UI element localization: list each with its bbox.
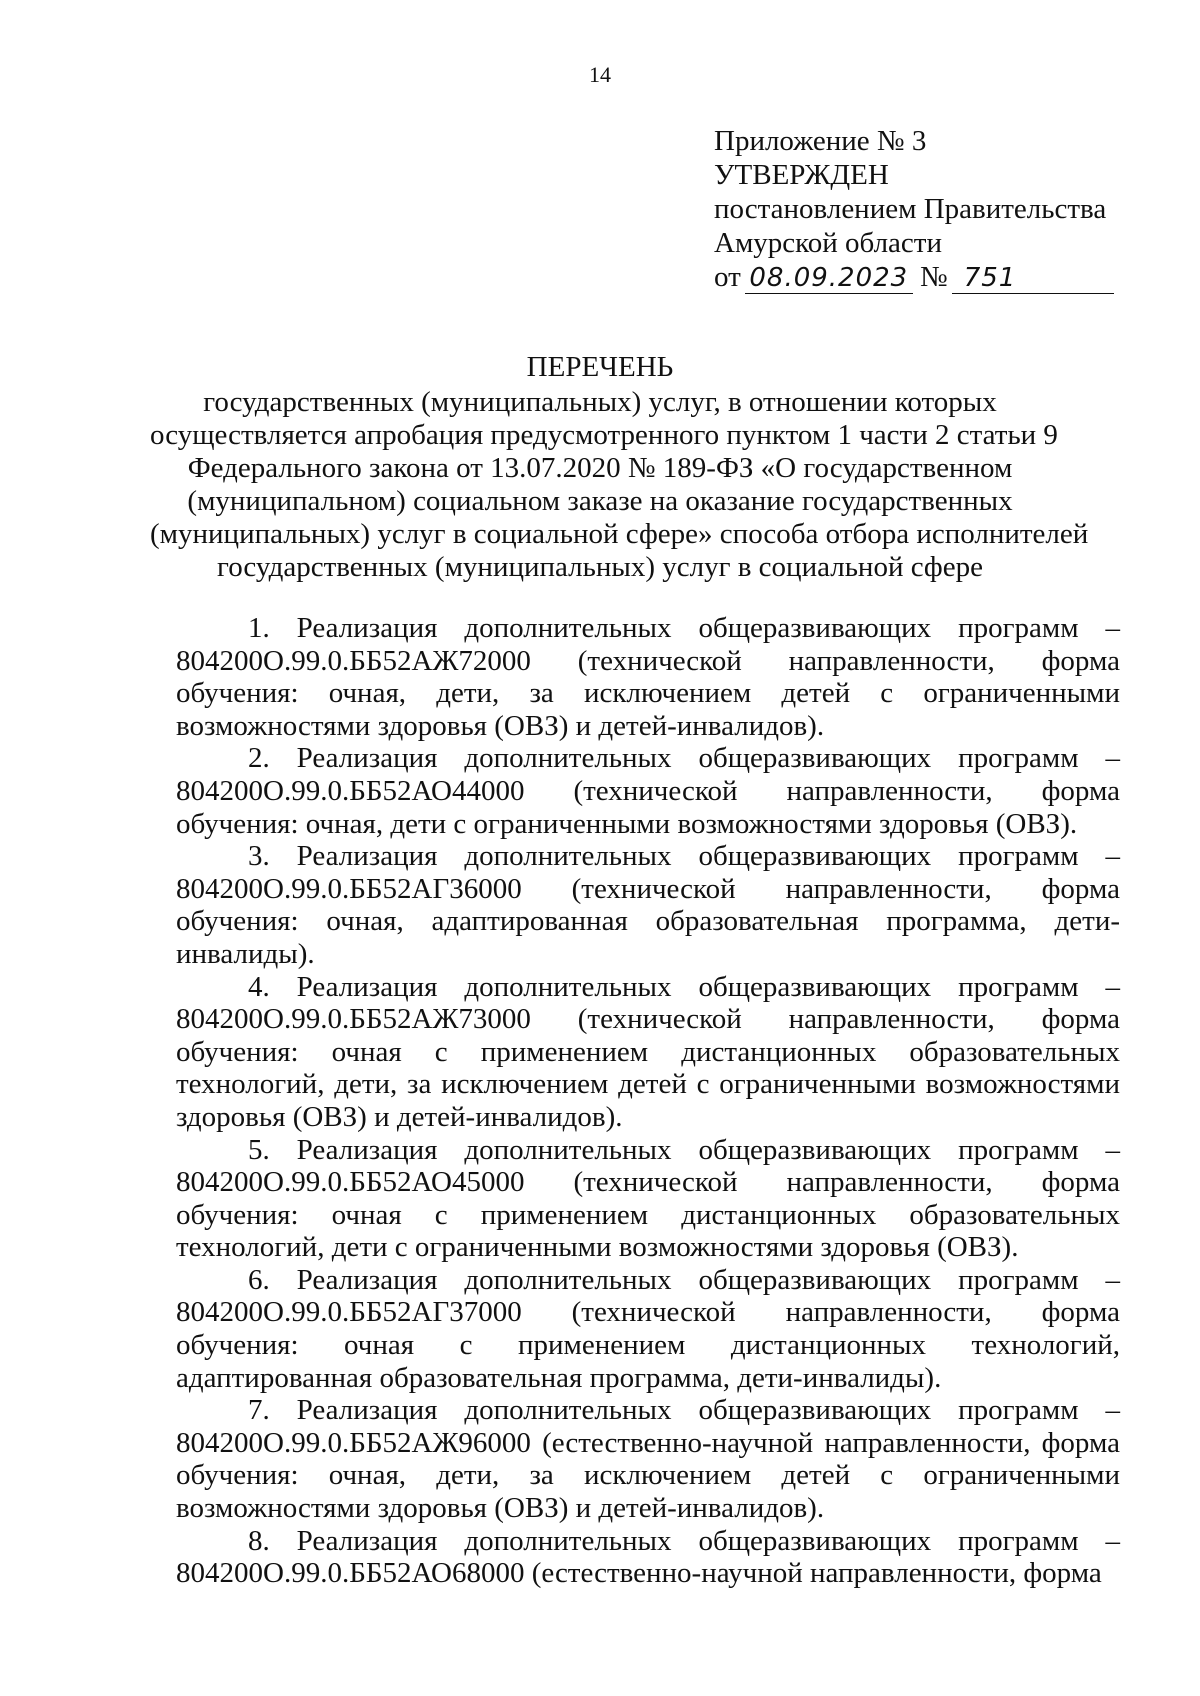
appendix-label: Приложение № 3 — [714, 125, 927, 157]
approval-block — [714, 124, 1114, 294]
subtitle-line: государственных (муниципальных) услуг, в отношении которых — [203, 386, 997, 418]
date-prefix: от — [714, 261, 741, 293]
resolution-label: постановлением Правительства — [714, 193, 1107, 225]
approved-label: УТВЕРЖДЕН — [714, 159, 889, 191]
handwritten-date: 08.09.2023 — [745, 263, 913, 294]
subtitle-line: Федерального закона от 13.07.2020 № 189-ФЗ «О государственном — [187, 452, 1013, 484]
heading-subtitle — [150, 386, 1089, 584]
page-number: 14 — [589, 62, 611, 87]
list-item: 8. Реализация дополнительных общеразвивающих программ – 804200О.99.0.ББ52АО68000 (естественно-научной направленности, форма — [176, 1524, 1120, 1590]
services-list — [176, 612, 1120, 1590]
number-prefix: № — [920, 261, 948, 293]
subtitle-line: (муниципальных) услуг в социальной сфере» способа отбора исполнителей — [150, 518, 1089, 550]
document-heading — [150, 350, 1089, 584]
list-item: 4. Реализация дополнительных общеразвивающих программ – 804200О.99.0.ББ52АЖ73000 (технической направленности, форма обучения: очная с применением дистанционных образовательных технологий, дети, за исключением детей с ограниченными возможностями здоровья (ОВЗ) и детей-инвалидов). — [176, 970, 1120, 1133]
subtitle-line: государственных (муниципальных) услуг в социальной сфере — [217, 551, 983, 583]
handwritten-number: 751 — [952, 263, 1114, 294]
subtitle-line: осуществляется апробация предусмотренного пунктом 1 части 2 статьи 9 — [150, 419, 1058, 451]
list-item: 6. Реализация дополнительных общеразвивающих программ – 804200О.99.0.ББ52АГ37000 (технической направленности, форма обучения: очная с применением дистанционных технологий, адаптированная образовательная программа, дети-инвалиды). — [176, 1263, 1120, 1394]
subtitle-line: (муниципальном) социальном заказе на оказание государственных — [187, 485, 1013, 517]
list-item: 5. Реализация дополнительных общеразвивающих программ – 804200О.99.0.ББ52АО45000 (технической направленности, форма обучения: очная с применением дистанционных образовательных технологий, дети с ограниченными возможностями здоровья (ОВЗ). — [176, 1133, 1120, 1264]
list-item: 7. Реализация дополнительных общеразвивающих программ – 804200О.99.0.ББ52АЖ96000 (естественно-научной направленности, форма обучения: очная, дети, за исключением детей с ограниченными возможностями здоровья (ОВЗ) и детей-инвалидов). — [176, 1394, 1120, 1525]
date-number-line — [714, 260, 1114, 294]
heading-title: ПЕРЕЧЕНЬ — [526, 351, 674, 383]
list-item: 2. Реализация дополнительных общеразвивающих программ – 804200О.99.0.ББ52АО44000 (технической направленности, форма обучения: очная, дети с ограниченными возможностями здоровья (ОВЗ). — [176, 742, 1120, 840]
list-item: 3. Реализация дополнительных общеразвивающих программ – 804200О.99.0.ББ52АГ36000 (технической направленности, форма обучения: очная, адаптированная образовательная программа, дети-инвалиды). — [176, 840, 1120, 970]
list-item: 1. Реализация дополнительных общеразвивающих программ – 804200О.99.0.ББ52АЖ72000 (технической направленности, форма обучения: очная, дети, за исключением детей с ограниченными возможностями здоровья (ОВЗ) и детей-инвалидов). — [176, 612, 1120, 742]
region-label: Амурской области — [714, 227, 942, 259]
